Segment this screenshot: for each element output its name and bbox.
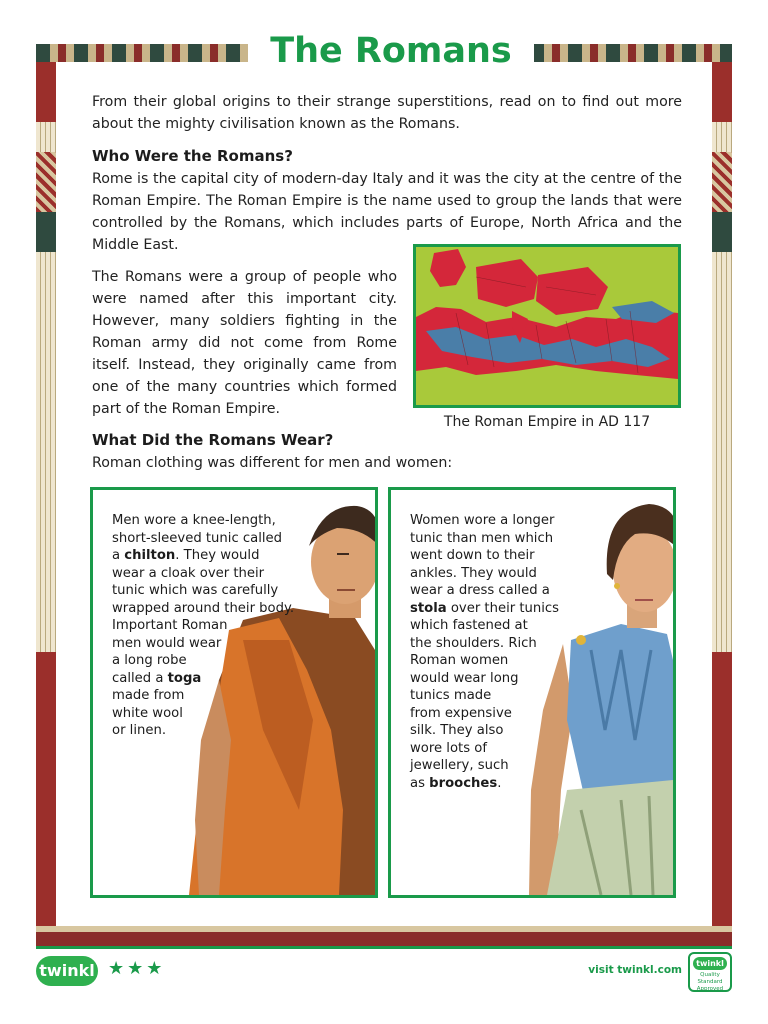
- roman-empire-map: [413, 244, 681, 408]
- romans-people-paragraph: The Romans were a group of people who were named after this important city. However, many soldiers fighting in the Roman army did not come from Rome itself. Instead, they originally came from one of the many countries which formed part of the Roman Empire.: [92, 269, 397, 417]
- section-heading-who: Who Were the Romans?: [92, 147, 293, 165]
- clothing-intro: Roman clothing was different for men and women:: [92, 455, 453, 471]
- intro-paragraph: From their global origins to their strange superstitions, read on to find out more about the mighty civilisation known as the Romans.: [92, 94, 682, 132]
- women-clothing-text: Women wore a longer tunic than men which went down to their ankles. They would wear a dress called a stola over their tunics which fastened at the shoulders. Rich Roman women would wear long tunics made from expensive silk. They also wore lots of jewellery, such as brooches.: [410, 513, 560, 791]
- section-heading-wear: What Did the Romans Wear?: [92, 431, 334, 449]
- keyword-chilton: chilton: [124, 548, 176, 563]
- quality-standard-badge-icon: [688, 952, 732, 992]
- men-clothing-text: Men wore a knee-length, short-sleeved tunic called a chilton. They would wear a cloak over their tunic which was carefully wrapped around their body. Important Roman men would wear a long robe called a toga made from white wool or linen.: [112, 513, 295, 738]
- footer-divider: [36, 946, 732, 949]
- men-clothing-panel: [90, 487, 378, 898]
- twinkl-logo[interactable]: twinkl: [36, 956, 98, 986]
- rome-paragraph: Rome is the capital city of modern-day Italy and it was the city at the centre of the Roman Empire. The Roman Empire is the name used to group the lands that were controlled by the Romans, which includes parts of Europe, North Africa and the Middle East.: [92, 171, 682, 253]
- map-caption: The Roman Empire in AD 117: [443, 414, 651, 430]
- page-title: The Romans: [248, 26, 534, 78]
- visit-website-link[interactable]: visit twinkl.com: [588, 964, 682, 976]
- keyword-toga: toga: [167, 670, 202, 686]
- keyword-stola: stola: [410, 600, 447, 616]
- women-clothing-panel: [388, 487, 676, 898]
- badge-text: Quality Standard Approved: [696, 972, 724, 992]
- map-illustration: [416, 247, 678, 405]
- left-border-column: [36, 62, 56, 946]
- badge-brand: twinkl: [693, 957, 727, 970]
- keyword-brooches: brooches: [429, 775, 498, 791]
- rating-stars-icon: ★★★: [108, 958, 166, 979]
- right-border-column: [712, 62, 732, 946]
